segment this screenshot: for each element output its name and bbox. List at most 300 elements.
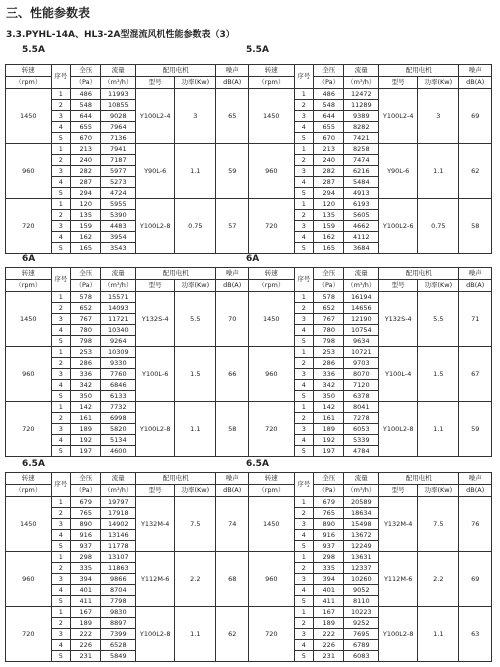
flow-cell: 11778 xyxy=(101,541,136,552)
header-seq: 序号 xyxy=(294,473,314,497)
flow-cell: 6133 xyxy=(101,391,136,402)
flow-cell: 10721 xyxy=(344,347,379,358)
noise-cell: 62 xyxy=(216,607,249,662)
seq-cell: 5 xyxy=(51,243,71,254)
flow-cell: 12249 xyxy=(344,541,379,552)
motor-model-cell: Y132M-4 xyxy=(379,497,418,552)
seq-cell: 3 xyxy=(51,314,71,325)
flow-cell: 7798 xyxy=(101,596,136,607)
flow-cell: 3954 xyxy=(101,232,136,243)
pressure-cell: 336 xyxy=(314,369,344,380)
pressure-cell: 890 xyxy=(314,519,344,530)
seq-cell: 2 xyxy=(51,618,71,629)
seq-cell: 1 xyxy=(51,89,71,100)
seq-cell: 4 xyxy=(294,640,314,651)
seq-cell: 2 xyxy=(294,303,314,314)
motor-power-cell: 0.75 xyxy=(175,199,216,254)
motor-power-cell: 2.2 xyxy=(175,552,216,607)
flow-cell: 6193 xyxy=(344,199,379,210)
speed-cell: 1450 xyxy=(6,292,52,347)
flow-cell: 5605 xyxy=(344,210,379,221)
motor-model-cell: Y132S-4 xyxy=(136,292,175,347)
motor-model-cell: Y100L2-4 xyxy=(379,89,418,144)
pressure-cell: 578 xyxy=(314,292,344,303)
seq-cell: 3 xyxy=(51,221,71,232)
seq-cell: 4 xyxy=(294,585,314,596)
noise-cell: 70 xyxy=(216,292,249,347)
pressure-cell: 890 xyxy=(71,519,101,530)
motor-model-cell: Y100L-4 xyxy=(379,347,418,402)
pressure-cell: 394 xyxy=(71,574,101,585)
header-pressure-unit: （Pa） xyxy=(71,485,101,497)
seq-cell: 5 xyxy=(294,336,314,347)
seq-cell: 2 xyxy=(294,413,314,424)
flow-cell: 6846 xyxy=(101,380,136,391)
header-flow-unit: （m³/h） xyxy=(344,485,379,497)
pressure-cell: 548 xyxy=(71,100,101,111)
header-noise: 噪声 xyxy=(216,65,249,77)
seq-cell: 2 xyxy=(294,155,314,166)
seq-cell: 5 xyxy=(294,391,314,402)
header-noise: 噪声 xyxy=(216,473,249,485)
pressure-cell: 655 xyxy=(314,122,344,133)
header-noise-unit: dB(A) xyxy=(216,485,249,497)
flow-cell: 10754 xyxy=(344,325,379,336)
pressure-cell: 165 xyxy=(314,243,344,254)
flow-cell: 10309 xyxy=(101,347,136,358)
pressure-cell: 644 xyxy=(314,111,344,122)
table-row xyxy=(249,292,492,303)
motor-power-cell: 1.1 xyxy=(418,144,459,199)
header-speed: 转速 xyxy=(6,268,52,280)
motor-model-cell: Y132S-4 xyxy=(379,292,418,347)
pressure-cell: 192 xyxy=(71,435,101,446)
flow-cell: 5955 xyxy=(101,199,136,210)
pressure-cell: 192 xyxy=(314,435,344,446)
header-model: 型号 xyxy=(136,77,175,89)
pressure-cell: 298 xyxy=(314,552,344,563)
seq-cell: 4 xyxy=(51,585,71,596)
pressure-cell: 167 xyxy=(71,607,101,618)
pressure-cell: 644 xyxy=(71,111,101,122)
flow-cell: 9866 xyxy=(101,574,136,585)
fan-performance-table xyxy=(5,472,249,662)
header-speed-unit: （rpm） xyxy=(249,77,295,89)
flow-cell: 7187 xyxy=(101,155,136,166)
pressure-cell: 765 xyxy=(71,508,101,519)
flow-cell: 6528 xyxy=(101,640,136,651)
speed-cell: 1450 xyxy=(249,497,295,552)
pressure-cell: 222 xyxy=(314,629,344,640)
seq-cell: 5 xyxy=(51,133,71,144)
speed-cell: 720 xyxy=(6,607,52,662)
noise-cell: 76 xyxy=(459,497,492,552)
seq-cell: 1 xyxy=(51,607,71,618)
header-pressure: 全压 xyxy=(314,473,344,485)
pressure-cell: 213 xyxy=(71,144,101,155)
seq-cell: 3 xyxy=(294,314,314,325)
pressure-cell: 226 xyxy=(314,640,344,651)
pressure-cell: 159 xyxy=(314,221,344,232)
seq-cell: 2 xyxy=(294,358,314,369)
flow-cell: 9830 xyxy=(101,607,136,618)
flow-cell: 9052 xyxy=(344,585,379,596)
header-speed-unit: （rpm） xyxy=(6,77,52,89)
flow-cell: 7474 xyxy=(344,155,379,166)
motor-model-cell: Y100L2-8 xyxy=(379,402,418,457)
pressure-cell: 670 xyxy=(314,133,344,144)
flow-cell: 15571 xyxy=(101,292,136,303)
fan-size-label: 6A xyxy=(246,254,260,264)
flow-cell: 7399 xyxy=(101,629,136,640)
seq-cell: 2 xyxy=(51,563,71,574)
pressure-cell: 486 xyxy=(71,89,101,100)
seq-cell: 1 xyxy=(51,497,71,508)
pressure-cell: 335 xyxy=(71,563,101,574)
pressure-cell: 287 xyxy=(71,177,101,188)
header-speed-unit: （rpm） xyxy=(249,485,295,497)
header-flow-unit: （m³/h） xyxy=(101,485,136,497)
noise-cell: 59 xyxy=(216,144,249,199)
header-speed-unit: （rpm） xyxy=(249,280,295,292)
pressure-cell: 282 xyxy=(71,166,101,177)
table-row xyxy=(249,89,492,100)
motor-model-cell: Y100L2-6 xyxy=(379,199,418,254)
header-pressure: 全压 xyxy=(71,65,101,77)
motor-power-cell: 7.5 xyxy=(175,497,216,552)
seq-cell: 4 xyxy=(51,122,71,133)
fan-performance-table xyxy=(248,472,492,662)
motor-power-cell: 5.5 xyxy=(418,292,459,347)
pressure-cell: 142 xyxy=(314,402,344,413)
flow-cell: 16194 xyxy=(344,292,379,303)
seq-cell: 4 xyxy=(294,380,314,391)
seq-cell: 2 xyxy=(51,210,71,221)
pressure-cell: 401 xyxy=(314,585,344,596)
pressure-cell: 240 xyxy=(71,155,101,166)
header-speed-unit: （rpm） xyxy=(6,280,52,292)
flow-cell: 9634 xyxy=(344,336,379,347)
noise-cell: 68 xyxy=(216,552,249,607)
pressure-cell: 197 xyxy=(71,446,101,457)
seq-cell: 3 xyxy=(51,111,71,122)
seq-cell: 2 xyxy=(51,508,71,519)
seq-cell: 4 xyxy=(294,122,314,133)
pressure-cell: 189 xyxy=(314,424,344,435)
pressure-cell: 401 xyxy=(71,585,101,596)
flow-cell: 17918 xyxy=(101,508,136,519)
fan-performance-table xyxy=(5,267,249,457)
pressure-cell: 679 xyxy=(314,497,344,508)
fan-size-label: 5.5A xyxy=(22,45,45,55)
pressure-cell: 937 xyxy=(314,541,344,552)
header-speed-unit: （rpm） xyxy=(6,485,52,497)
table-subtitle: 3.3.PYHL-14A、HL3-2A型混流风机性能参数表（3） xyxy=(6,30,235,40)
seq-cell: 4 xyxy=(294,530,314,541)
speed-cell: 960 xyxy=(249,347,295,402)
pressure-cell: 548 xyxy=(314,100,344,111)
noise-cell: 65 xyxy=(216,89,249,144)
seq-cell: 2 xyxy=(294,563,314,574)
flow-cell: 7964 xyxy=(101,122,136,133)
flow-cell: 9252 xyxy=(344,618,379,629)
motor-model-cell: Y100L-6 xyxy=(136,347,175,402)
pressure-cell: 222 xyxy=(71,629,101,640)
seq-cell: 1 xyxy=(294,347,314,358)
noise-cell: 58 xyxy=(216,402,249,457)
motor-power-cell: 1.1 xyxy=(418,402,459,457)
speed-cell: 1450 xyxy=(6,497,52,552)
flow-cell: 3543 xyxy=(101,243,136,254)
header-motor: 配用电机 xyxy=(379,268,459,280)
table-row xyxy=(6,292,249,303)
seq-cell: 1 xyxy=(51,347,71,358)
pressure-cell: 767 xyxy=(71,314,101,325)
fan-performance-table xyxy=(5,64,249,254)
flow-cell: 7278 xyxy=(344,413,379,424)
header-noise: 噪声 xyxy=(459,473,492,485)
pressure-cell: 240 xyxy=(314,155,344,166)
seq-cell: 1 xyxy=(51,199,71,210)
header-speed: 转速 xyxy=(249,473,295,485)
table-row xyxy=(249,607,492,618)
seq-cell: 3 xyxy=(51,574,71,585)
header-speed: 转速 xyxy=(249,65,295,77)
table-row xyxy=(249,199,492,210)
seq-cell: 3 xyxy=(294,424,314,435)
flow-cell: 13631 xyxy=(344,552,379,563)
motor-power-cell: 5.5 xyxy=(175,292,216,347)
flow-cell: 11289 xyxy=(344,100,379,111)
flow-cell: 8897 xyxy=(101,618,136,629)
header-pressure-unit: （Pa） xyxy=(71,280,101,292)
flow-cell: 9389 xyxy=(344,111,379,122)
flow-cell: 20589 xyxy=(344,497,379,508)
header-flow: 流量 xyxy=(101,65,136,77)
seq-cell: 4 xyxy=(294,435,314,446)
flow-cell: 6053 xyxy=(344,424,379,435)
flow-cell: 15498 xyxy=(344,519,379,530)
noise-cell: 69 xyxy=(459,552,492,607)
header-noise-unit: dB(A) xyxy=(459,280,492,292)
seq-cell: 1 xyxy=(294,402,314,413)
flow-cell: 4483 xyxy=(101,221,136,232)
speed-cell: 720 xyxy=(249,199,295,254)
header-model: 型号 xyxy=(379,280,418,292)
motor-power-cell: 7.5 xyxy=(418,497,459,552)
header-flow: 流量 xyxy=(101,268,136,280)
flow-cell: 14093 xyxy=(101,303,136,314)
pressure-cell: 161 xyxy=(314,413,344,424)
pressure-cell: 298 xyxy=(71,552,101,563)
table-row xyxy=(6,89,249,100)
motor-model-cell: Y90L-6 xyxy=(136,144,175,199)
seq-cell: 4 xyxy=(51,325,71,336)
pressure-cell: 226 xyxy=(71,640,101,651)
flow-cell: 5273 xyxy=(101,177,136,188)
pressure-cell: 652 xyxy=(71,303,101,314)
header-pressure: 全压 xyxy=(314,268,344,280)
fan-size-label: 6A xyxy=(22,254,36,264)
pressure-cell: 120 xyxy=(314,199,344,210)
pressure-cell: 578 xyxy=(71,292,101,303)
pressure-cell: 197 xyxy=(314,446,344,457)
header-flow-unit: （m³/h） xyxy=(101,77,136,89)
header-noise-unit: dB(A) xyxy=(216,77,249,89)
seq-cell: 2 xyxy=(294,210,314,221)
table-row xyxy=(249,402,492,413)
speed-cell: 960 xyxy=(249,552,295,607)
header-pressure: 全压 xyxy=(314,65,344,77)
flow-cell: 9330 xyxy=(101,358,136,369)
speed-cell: 960 xyxy=(6,552,52,607)
speed-cell: 720 xyxy=(249,402,295,457)
table-row xyxy=(6,199,249,210)
motor-power-cell: 3 xyxy=(418,89,459,144)
motor-model-cell: Y100L2-8 xyxy=(379,607,418,662)
motor-model-cell: Y100L2-8 xyxy=(136,402,175,457)
pressure-cell: 162 xyxy=(71,232,101,243)
seq-cell: 1 xyxy=(294,607,314,618)
pressure-cell: 120 xyxy=(71,199,101,210)
speed-cell: 960 xyxy=(6,347,52,402)
header-power: 功率(Kw) xyxy=(175,280,216,292)
pressure-cell: 135 xyxy=(314,210,344,221)
speed-cell: 1450 xyxy=(6,89,52,144)
fan-performance-table xyxy=(248,64,492,254)
pressure-cell: 342 xyxy=(71,380,101,391)
header-power: 功率(Kw) xyxy=(418,280,459,292)
motor-model-cell: Y132M-4 xyxy=(136,497,175,552)
seq-cell: 3 xyxy=(51,424,71,435)
header-speed: 转速 xyxy=(249,268,295,280)
seq-cell: 4 xyxy=(51,177,71,188)
flow-cell: 12337 xyxy=(344,563,379,574)
motor-power-cell: 1.1 xyxy=(175,144,216,199)
fan-performance-table xyxy=(248,267,492,457)
noise-cell: 69 xyxy=(459,89,492,144)
seq-cell: 2 xyxy=(294,100,314,111)
flow-cell: 7941 xyxy=(101,144,136,155)
section-title: 三、性能参数表 xyxy=(6,6,91,20)
motor-model-cell: Y90L-6 xyxy=(379,144,418,199)
table-row xyxy=(249,552,492,563)
speed-cell: 720 xyxy=(249,607,295,662)
noise-cell: 57 xyxy=(216,199,249,254)
motor-power-cell: 1.5 xyxy=(175,347,216,402)
header-noise: 噪声 xyxy=(459,268,492,280)
pressure-cell: 231 xyxy=(314,651,344,662)
header-noise-unit: dB(A) xyxy=(216,280,249,292)
header-flow: 流量 xyxy=(344,65,379,77)
pressure-cell: 253 xyxy=(314,347,344,358)
flow-cell: 10223 xyxy=(344,607,379,618)
motor-power-cell: 1.1 xyxy=(418,607,459,662)
header-model: 型号 xyxy=(136,485,175,497)
flow-cell: 9028 xyxy=(101,111,136,122)
header-seq: 序号 xyxy=(294,268,314,292)
flow-cell: 5134 xyxy=(101,435,136,446)
seq-cell: 1 xyxy=(294,144,314,155)
header-pressure-unit: （Pa） xyxy=(314,280,344,292)
flow-cell: 14656 xyxy=(344,303,379,314)
seq-cell: 2 xyxy=(294,618,314,629)
header-pressure: 全压 xyxy=(71,268,101,280)
flow-cell: 10260 xyxy=(344,574,379,585)
seq-cell: 5 xyxy=(294,596,314,607)
pressure-cell: 286 xyxy=(71,358,101,369)
flow-cell: 4784 xyxy=(344,446,379,457)
seq-cell: 5 xyxy=(294,133,314,144)
flow-cell: 4724 xyxy=(101,188,136,199)
pressure-cell: 652 xyxy=(314,303,344,314)
table-row xyxy=(6,402,249,413)
pressure-cell: 282 xyxy=(314,166,344,177)
seq-cell: 4 xyxy=(294,232,314,243)
flow-cell: 8070 xyxy=(344,369,379,380)
speed-cell: 960 xyxy=(249,144,295,199)
flow-cell: 18634 xyxy=(344,508,379,519)
header-motor: 配用电机 xyxy=(136,268,216,280)
pressure-cell: 231 xyxy=(71,651,101,662)
seq-cell: 4 xyxy=(51,530,71,541)
seq-cell: 3 xyxy=(294,166,314,177)
noise-cell: 63 xyxy=(459,607,492,662)
header-seq: 序号 xyxy=(51,268,71,292)
flow-cell: 19797 xyxy=(101,497,136,508)
seq-cell: 4 xyxy=(51,380,71,391)
flow-cell: 6789 xyxy=(344,640,379,651)
flow-cell: 7120 xyxy=(344,380,379,391)
seq-cell: 3 xyxy=(51,629,71,640)
header-speed: 转速 xyxy=(6,473,52,485)
speed-cell: 960 xyxy=(6,144,52,199)
flow-cell: 3684 xyxy=(344,243,379,254)
flow-cell: 7695 xyxy=(344,629,379,640)
header-power: 功率(Kw) xyxy=(418,77,459,89)
header-noise-unit: dB(A) xyxy=(459,485,492,497)
fan-size-label: 6.5A xyxy=(246,459,269,469)
flow-cell: 6998 xyxy=(101,413,136,424)
header-speed: 转速 xyxy=(6,65,52,77)
table-row xyxy=(6,347,249,358)
table-row xyxy=(249,347,492,358)
flow-cell: 13672 xyxy=(344,530,379,541)
header-motor: 配用电机 xyxy=(379,473,459,485)
header-power: 功率(Kw) xyxy=(175,77,216,89)
pressure-cell: 350 xyxy=(71,391,101,402)
pressure-cell: 780 xyxy=(71,325,101,336)
motor-power-cell: 1.1 xyxy=(175,607,216,662)
pressure-cell: 486 xyxy=(314,89,344,100)
seq-cell: 5 xyxy=(51,391,71,402)
flow-cell: 9264 xyxy=(101,336,136,347)
seq-cell: 1 xyxy=(294,292,314,303)
header-motor: 配用电机 xyxy=(136,65,216,77)
pressure-cell: 780 xyxy=(314,325,344,336)
header-noise: 噪声 xyxy=(216,268,249,280)
header-pressure-unit: （Pa） xyxy=(314,77,344,89)
seq-cell: 2 xyxy=(51,155,71,166)
seq-cell: 5 xyxy=(294,651,314,662)
flow-cell: 8041 xyxy=(344,402,379,413)
header-seq: 序号 xyxy=(294,65,314,89)
seq-cell: 4 xyxy=(294,325,314,336)
pressure-cell: 213 xyxy=(314,144,344,155)
flow-cell: 7732 xyxy=(101,402,136,413)
flow-cell: 6216 xyxy=(344,166,379,177)
table-row xyxy=(6,552,249,563)
